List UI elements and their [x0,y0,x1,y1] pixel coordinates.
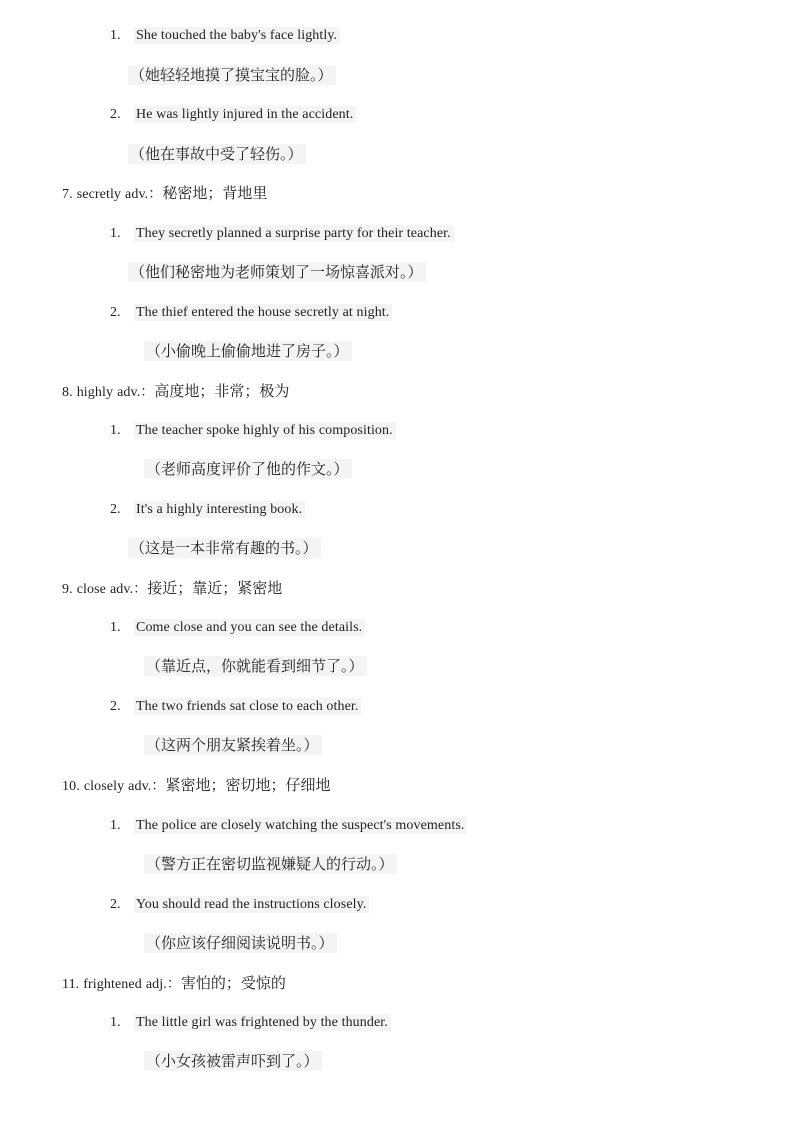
example-translation [144,1051,322,1071]
entry-meaning: 紧密地；密切地；仔细地 [165,776,331,794]
example-translation [144,854,397,874]
example-sentence [110,26,340,46]
example-number: 1. [110,818,121,833]
vocab-entry-heading [62,578,282,598]
entry-word: close [76,582,106,597]
entry-number: 10. [62,779,80,794]
example-sentence [110,618,365,638]
example-translation [144,341,352,361]
entry-number: 8. [62,385,73,400]
example-sentence [110,303,392,323]
entry-word: closely [83,779,125,794]
example-english: He was lightly injured in the accident. [134,106,356,123]
example-number: 2. [110,502,121,517]
example-english: You should read the instructions closely. [134,896,369,913]
example-translation [144,656,367,676]
example-chinese: （警方正在密切监视嫌疑人的行动。） [144,854,397,874]
vocab-entry-heading [62,381,289,401]
entry-pos: adv.： [125,187,163,202]
example-chinese: （老师高度评价了他的作文。） [144,459,352,479]
example-sentence [110,421,396,441]
example-sentence [110,105,356,125]
example-translation [128,65,336,85]
example-chinese: （这两个朋友紧挨着坐。） [144,735,322,755]
example-translation [144,735,322,755]
example-chinese: （他在事故中受了轻伤。） [128,144,306,164]
example-number: 1. [110,423,121,438]
example-english: They secretly planned a surprise party for their teacher. [134,225,454,242]
example-sentence [110,1013,391,1033]
example-english: She touched the baby's face lightly. [134,27,340,44]
entry-pos: adj.： [145,977,181,992]
example-number: 2. [110,107,121,122]
example-translation [128,538,321,558]
vocab-entry-heading [62,973,286,993]
example-number: 2. [110,897,121,912]
example-sentence [110,895,369,915]
example-number: 1. [110,226,121,241]
example-translation [144,459,352,479]
vocab-entry-heading [62,183,267,203]
example-number: 1. [110,620,121,635]
example-sentence [110,697,361,717]
example-translation [128,262,426,282]
example-english: The police are closely watching the suspect's movements. [134,817,467,834]
example-chinese: （靠近点，你就能看到细节了。） [144,656,367,676]
entry-meaning: 秘密地；背地里 [162,184,268,202]
example-chinese: （小偷晚上偷偷地进了房子。） [144,341,352,361]
example-english: The thief entered the house secretly at night. [134,304,392,321]
entry-number: 11. [62,977,80,992]
entry-meaning: 高度地；非常；极为 [154,382,290,400]
entry-pos: adv.： [117,385,155,400]
example-english: The two friends sat close to each other. [134,698,361,715]
example-english: Come close and you can see the details. [134,619,365,636]
entry-meaning: 接近；靠近；紧密地 [147,579,283,597]
example-translation [144,933,337,953]
vocab-entry-heading [62,775,331,795]
entry-pos: adv.： [109,582,148,597]
example-english: The teacher spoke highly of his composition. [134,422,396,439]
example-sentence [110,816,467,836]
entry-word: frightened [83,977,142,992]
example-english: It's a highly interesting book. [134,501,305,518]
example-chinese: （他们秘密地为老师策划了一场惊喜派对。） [128,262,426,282]
example-number: 1. [110,1015,121,1030]
example-sentence [110,500,305,520]
entry-word: secretly [76,187,122,202]
example-chinese: （你应该仔细阅读说明书。） [144,933,337,953]
entry-word: highly [76,385,114,400]
example-chinese: （这是一本非常有趣的书。） [128,538,321,558]
entry-meaning: 害怕的；受惊的 [180,974,286,992]
example-number: 1. [110,28,121,43]
entry-pos: adv.： [128,779,166,794]
entry-number: 7. [62,187,73,202]
entry-number: 9. [62,582,73,597]
example-english: The little girl was frightened by the thunder. [134,1014,391,1031]
example-chinese: （小女孩被雷声吓到了。） [144,1051,322,1071]
example-translation [128,144,306,164]
example-number: 2. [110,305,121,320]
example-number: 2. [110,699,121,714]
example-sentence [110,224,454,244]
example-chinese: （她轻轻地摸了摸宝宝的脸。） [128,65,336,85]
